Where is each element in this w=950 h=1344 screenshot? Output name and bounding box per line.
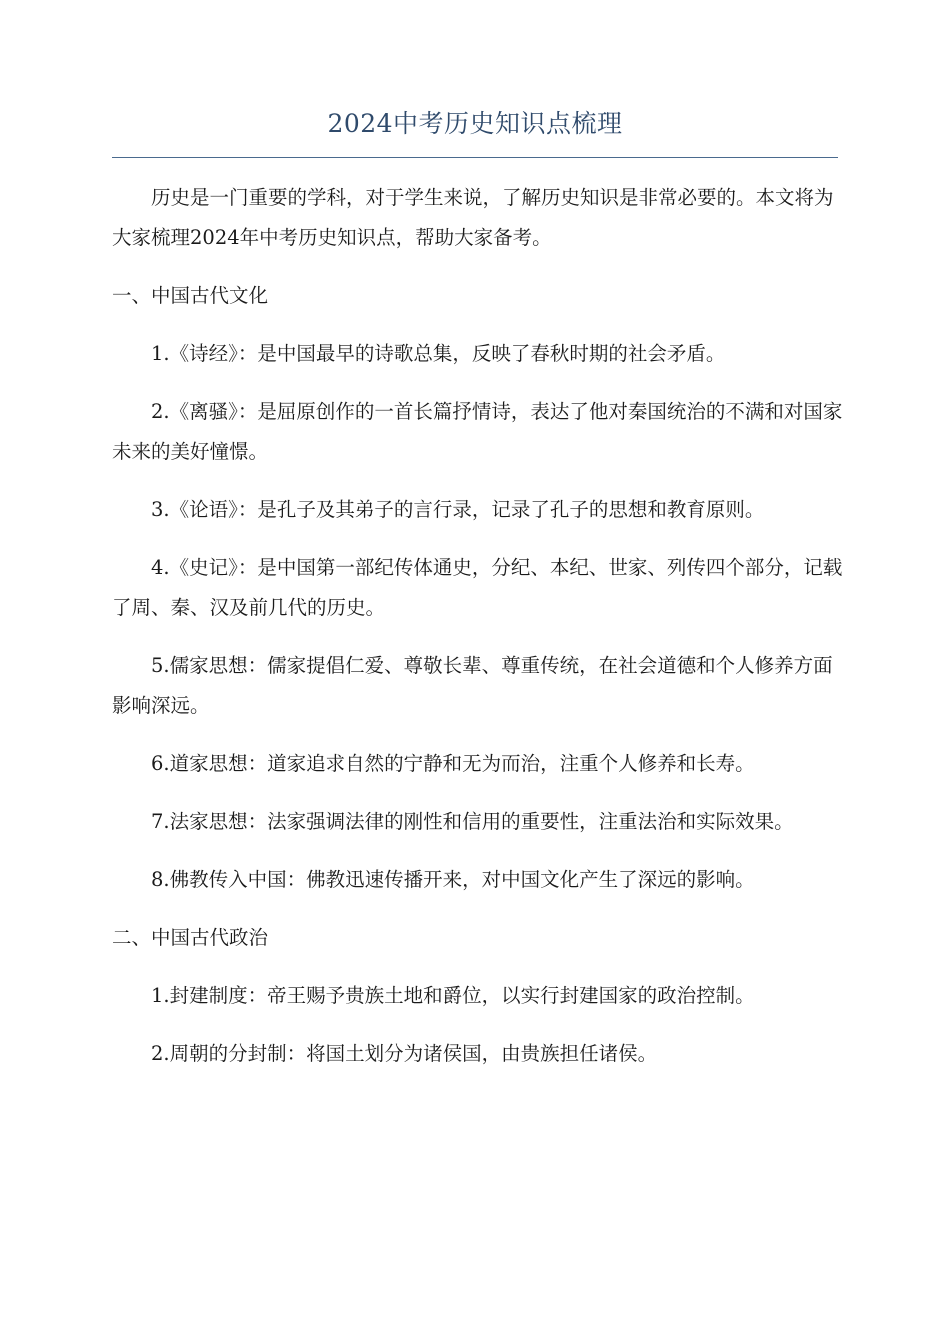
page-title: 2024中考历史知识点梳理 — [327, 109, 623, 138]
list-item: 4.《史记》：是中国第一部纪传体通史，分纪、本纪、世家、列传四个部分，记载了周、秦、汉及前几代的历史。 — [112, 556, 843, 619]
document-body — [112, 178, 852, 1092]
list-item: 2.周朝的分封制：将国土划分为诸侯国，由贵族担任诸侯。 — [151, 1042, 658, 1065]
list-item: 2.《离骚》：是屈原创作的一首长篇抒情诗，表达了他对秦国统治的不满和对国家未来的美好憧憬。 — [112, 400, 843, 463]
list-item: 1.封建制度：帝王赐予贵族土地和爵位，以实行封建国家的政治控制。 — [151, 984, 755, 1007]
list-item: 7.法家思想：法家强调法律的刚性和信用的重要性，注重法治和实际效果。 — [151, 810, 794, 833]
list-item: 3.《论语》：是孔子及其弟子的言行录，记录了孔子的思想和教育原则。 — [151, 498, 765, 521]
list-item: 5.儒家思想：儒家提倡仁爱、尊敬长辈、尊重传统，在社会道德和个人修养方面影响深远。 — [112, 654, 833, 717]
list-item: 8.佛教传入中国：佛教迅速传播开来，对中国文化产生了深远的影响。 — [151, 868, 755, 891]
section-heading-ancient-culture: 一、中国古代文化 — [112, 284, 269, 307]
list-item: 6.道家思想：道家追求自然的宁静和无为而治，注重个人修养和长寿。 — [151, 752, 755, 775]
title-divider — [112, 157, 838, 158]
list-item: 1.《诗经》：是中国最早的诗歌总集，反映了春秋时期的社会矛盾。 — [151, 342, 726, 365]
section-heading-ancient-politics: 二、中国古代政治 — [112, 926, 269, 949]
intro-paragraph: 历史是一门重要的学科，对于学生来说，了解历史知识是非常必要的。本文将为大家梳理2024年中考历史知识点，帮助大家备考。 — [112, 186, 834, 249]
